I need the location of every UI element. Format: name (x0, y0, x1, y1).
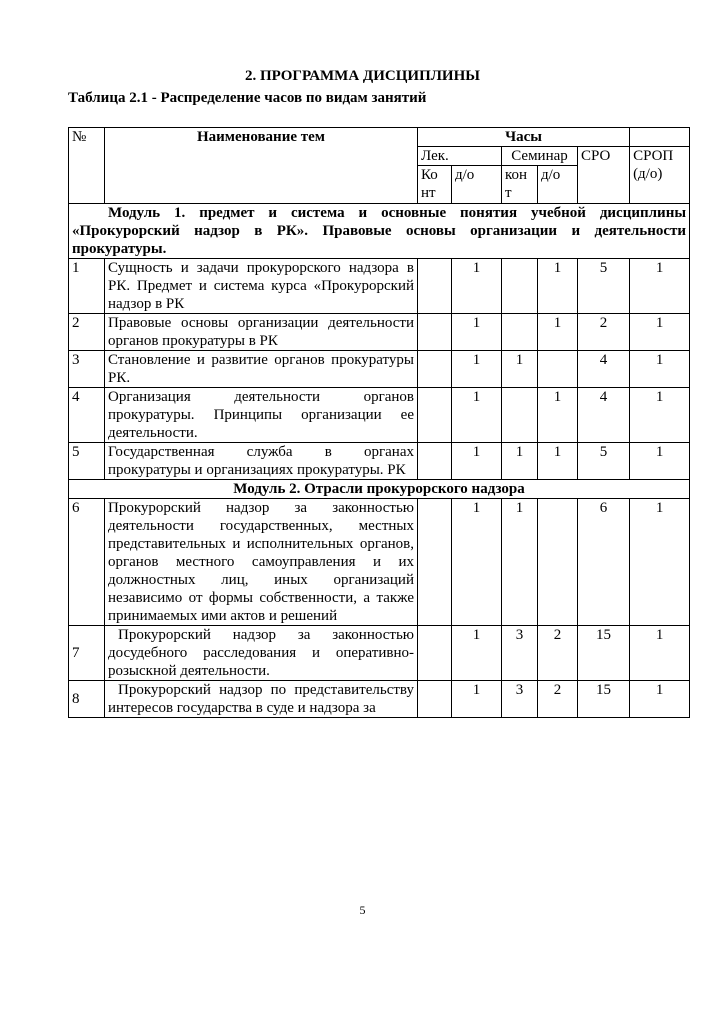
lek-kont-hours (418, 314, 452, 351)
sem-kont-hours (502, 259, 538, 314)
sem-do-hours: 1 (538, 443, 578, 480)
table-row (69, 259, 690, 314)
lek-do-hours: 1 (452, 626, 502, 681)
srop-hours: 1 (630, 351, 690, 388)
row-number: 8 (69, 681, 105, 718)
table-row (69, 499, 690, 626)
lek-do-hours: 1 (452, 259, 502, 314)
srop-hours: 1 (630, 314, 690, 351)
sem-do-hours (538, 351, 578, 388)
row-number: 7 (69, 626, 105, 681)
lek-do-hours: 1 (452, 388, 502, 443)
header-sem-kont: кон т (502, 166, 538, 204)
module1-rows (69, 259, 690, 480)
header-lek-kont: Ко нт (418, 166, 452, 204)
lek-kont-hours (418, 626, 452, 681)
row-number: 4 (69, 388, 105, 443)
sro-hours: 15 (578, 626, 630, 681)
topic-name: Прокурорский надзор по представительству интересов государства в суде и надзора за (105, 681, 418, 718)
module1-row (69, 204, 690, 259)
sem-kont-hours (502, 388, 538, 443)
header-lek-do: д/о (452, 166, 502, 204)
row-number: 5 (69, 443, 105, 480)
sro-hours: 5 (578, 443, 630, 480)
sem-kont-hours: 1 (502, 443, 538, 480)
section-heading: 2. ПРОГРАММА ДИСЦИПЛИНЫ (245, 68, 480, 84)
sem-do-hours (538, 499, 578, 626)
sem-kont-hours: 3 (502, 681, 538, 718)
lek-kont-hours (418, 259, 452, 314)
srop-hours: 1 (630, 388, 690, 443)
lek-kont-hours (418, 388, 452, 443)
topic-name: Прокурорский надзор за законностью деятельности государственных, местных представительных и исполнительных органов, органов местного самоуправления и их должностных лиц, иных организаций независимо от формы собственности, а также принимаемых ими актов и решений (105, 499, 418, 626)
srop-hours: 1 (630, 443, 690, 480)
topic-name: Прокурорский надзор за законностью досудебного расследования и оперативно-розыскной деятельности. (105, 626, 418, 681)
module1-title: Модуль 1. предмет и система и основные понятия учебной дисциплины «Прокурорский надзор в РК». Правовые основы организации и деятельности прокуратуры. (69, 204, 690, 259)
sem-do-hours: 2 (538, 626, 578, 681)
header-sem-do: д/о (538, 166, 578, 204)
lek-do-hours: 1 (452, 499, 502, 626)
table-row (69, 681, 690, 718)
hours-distribution-table (68, 127, 690, 718)
lek-do-hours: 1 (452, 681, 502, 718)
row-number: 2 (69, 314, 105, 351)
header-lek: Лек. (418, 147, 502, 166)
sem-kont-hours: 1 (502, 499, 538, 626)
sem-kont-hours: 1 (502, 351, 538, 388)
sro-hours: 4 (578, 388, 630, 443)
header-empty (630, 128, 690, 147)
row-number: 1 (69, 259, 105, 314)
module2-row (69, 480, 690, 499)
header-sro: СРО (578, 147, 630, 204)
sro-hours: 5 (578, 259, 630, 314)
sro-hours: 6 (578, 499, 630, 626)
sem-kont-hours (502, 314, 538, 351)
srop-hours: 1 (630, 259, 690, 314)
lek-do-hours: 1 (452, 443, 502, 480)
sro-hours: 4 (578, 351, 630, 388)
table-row (69, 351, 690, 388)
lek-kont-hours (418, 681, 452, 718)
lek-kont-hours (418, 351, 452, 388)
table-row (69, 626, 690, 681)
sem-do-hours: 1 (538, 259, 578, 314)
topic-name: Государственная служба в органах прокуратуры и организациях прокуратуры. РК (105, 443, 418, 480)
srop-hours: 1 (630, 681, 690, 718)
topic-name: Становление и развитие органов прокуратуры РК. (105, 351, 418, 388)
table-row (69, 443, 690, 480)
srop-hours: 1 (630, 499, 690, 626)
topic-name: Правовые основы организации деятельности органов прокуратуры в РК (105, 314, 418, 351)
sem-do-hours: 1 (538, 314, 578, 351)
header-name: Наименование тем (105, 128, 418, 204)
header-row-1 (69, 128, 690, 147)
sro-hours: 15 (578, 681, 630, 718)
header-hours: Часы (418, 128, 630, 147)
topic-name: Сущность и задачи прокурорского надзора в РК. Предмет и система курса «Прокурорский надзор в РК (105, 259, 418, 314)
page-number: 5 (359, 903, 366, 917)
table-caption: Таблица 2.1 - Распределение часов по видам занятий (68, 90, 427, 106)
header-seminar: Семинар (502, 147, 578, 166)
table-row (69, 314, 690, 351)
sem-do-hours: 1 (538, 388, 578, 443)
row-number: 3 (69, 351, 105, 388)
srop-hours: 1 (630, 626, 690, 681)
header-num: № (69, 128, 105, 204)
header-srop: СРОП (д/о) (630, 147, 690, 204)
topic-name: Организация деятельности органов прокуратуры. Принципы организации ее деятельности. (105, 388, 418, 443)
sem-do-hours: 2 (538, 681, 578, 718)
lek-do-hours: 1 (452, 351, 502, 388)
row-number: 6 (69, 499, 105, 626)
sro-hours: 2 (578, 314, 630, 351)
module2-title: Модуль 2. Отрасли прокурорского надзора (69, 480, 690, 499)
sem-kont-hours: 3 (502, 626, 538, 681)
lek-kont-hours (418, 499, 452, 626)
lek-do-hours: 1 (452, 314, 502, 351)
module2-rows (69, 499, 690, 718)
table-row (69, 388, 690, 443)
lek-kont-hours (418, 443, 452, 480)
